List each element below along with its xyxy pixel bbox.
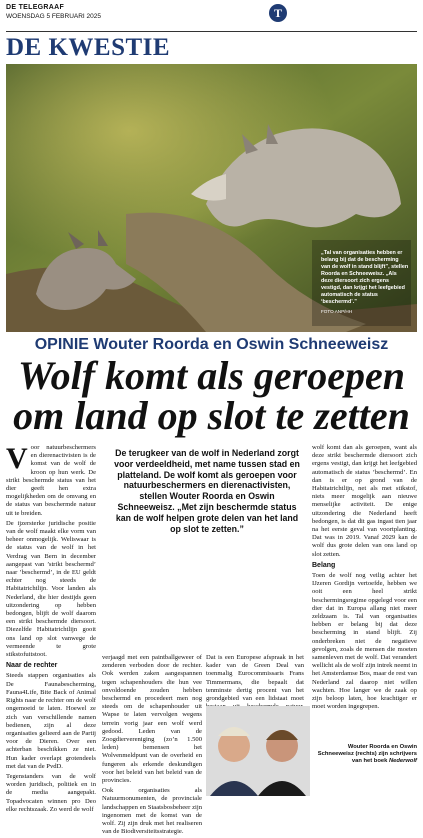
authors-image (206, 706, 310, 796)
opinion-kicker: OPINIE Wouter Roorda en Oswin Schneeweisz (34, 336, 389, 353)
masthead-rule (6, 31, 417, 32)
column-1 (6, 444, 96, 816)
paragraph: Dat is een Europese afspraak in het kader van de Green Deal van toenmalig Eurocommissaris Frans Timmermans, die bepaalt dat tenminste dertig procent van het grondgebied van een lidstaat moet (206, 654, 304, 703)
author-portraits (206, 706, 310, 796)
pull-quote: De terugkeer van de wolf in Nederland zorgt voor verdeeldheid, met name tussen stad en platteland. De wolf komt als geroepen voor natuurbeschermers en dierenactivisten, stellen Wouter Roorda en Oswin Schneeweisz. „Met zijn beschermde status kan de wolf helpen grote delen van het land op slot te zetten.” (114, 448, 300, 534)
paragraph: verjaagd met een paintballgeweer of zenderen verboden door de rechter. Ook werden zaken aangespannen tegen schapenhouders die hun vee onvoldoende zouden hebben beschermd en procedeert men nog steeds om de schapenhouder uit Wapse te laten vervolgen wegens terrein vorig jaar een wolf werd gedood. Leden van de Zoogdiervereniging (zo’n 1.500 leden) bemensen het Wolvenmeldpunt van de overheid en fungeren als erkende deskundigen voor het beleid van het beleid van de provincies. (102, 654, 202, 785)
issue-date: WOENSDAG 5 FEBRUARI 2025 (6, 13, 101, 20)
paragraph: Ook organisaties als Natuurmonumenten, de provinciale landschappen en Staatsbosbeheer zijn ingenomen met de komst van de wolf. Zij zijn druk met het realiseren van de Biodiversiteitsstrategie. (102, 787, 202, 836)
intro-paragraph (6, 444, 96, 518)
paragraph: Steeds stappen organisaties als De Faunabescherming, Fauna4Life, Bite Back of Animal Rights naar de rechter om de wolf ongemoeid te laten. Hoewel ze zich van verschillende namen bedienen, zijn al deze organisaties gelieerd aan de Partij voor de Dieren. Over een achterban beschikken ze niet. Hun kader overlapt grotendeels met dat van de PvdD. (6, 672, 96, 770)
subheading: Naar de rechter (6, 662, 58, 670)
telegraaf-logo-icon: T (269, 4, 287, 22)
drop-cap: V (6, 442, 28, 475)
newspaper-name: DE TELEGRAAF (6, 4, 65, 11)
subheading: Belang (312, 561, 336, 569)
caption-text: „Tal van organisaties hebben er belang bij dat de bescherming van de wolf in stand blijft”, stellen Roorda en Schneeweisz. „Als deze diersoort zich ergens vestigd, dan krijgt het leefgebied automatisch de status ‘beschermd’.” (321, 250, 409, 305)
photo-caption (321, 250, 409, 315)
column-4 (312, 444, 417, 714)
paragraph: De ijzersterke juridische positie van de wolf maakt elke vorm van beheer onmogelijk. Weliswaar is de status van de wolf in het Verdrag van Bern in december aangepast van ’strikt beschermd’ naar ’beschermd’, in de EU geldt echter nog steeds de Habitatrichtlijn. Voor landen als Nederland, die hier destijds geen uitzondering op hebben bedongen, blijft de wolf daarom een strikt beschermde diersoort. Diezelfde Habitatrichtlijn gooit ons land op slot vanwege de vermeende te grote stikstofuitstoot. (6, 519, 96, 659)
photo-credit: FOTO ANP/HH (321, 309, 353, 314)
section-title: DE KWESTIE (6, 34, 171, 61)
intro-text: oor natuurbeschermers en dierenactivisten is de komst van de wolf de kroon op hun werk. De strikt beschermde status van het dier geeft hen extra mogelijkheden om de omvang en de status van beschermde natuur uit te breiden. (6, 444, 96, 517)
authors-line: Wouter Roorda en Oswin Schneeweisz (rechts) zijn schrijvers van het boek (317, 744, 417, 764)
book-title: Nederwolf (388, 758, 417, 764)
headline: Wolf komt als geroepen om land op slot te zetten (13, 353, 410, 438)
article-body (6, 442, 417, 836)
column-2 (102, 654, 202, 838)
author-credit (312, 744, 417, 765)
masthead (6, 4, 417, 32)
paragraph: wolf komt dan als geroepen, want als deze strikt beschermde diersoort zich ergens vestigt, dan krijgt het leefgebied automatisch de status ’beschermd’. En dan is er op grond van de Habitatrichtlijn, net als met stikstof, niets meer mogelijk aan nieuwe menselijke activiteit. De enige uitzondering die Nederland heeft bedongen, is dat dit gas ingast tien jaar na het eerste geval van voortplanting. Dat was in 2019. Vanaf 2029 kan de wolf dus grote delen van ons land op slot zetten. (312, 444, 417, 558)
paragraph: Toen de wolf nog veilig achter het IJzeren Gordijn vertoefde, hebben we ooit een heel strikt beschermingsregime opgelegd voor een dier dat in Europa allang niet meer zeldzaam is. Tal van organisaties hebben er belang bij dat deze bescherming in stand blijft. Zij onderbreken niet de negatieve gevolgen, zoals de mensen die moeten samenleven met de wolf. Dat verandert wellicht als de wolf zijn intrek neemt in het Amsterdamse Bos, maar de rest van Nederland zal daarop niet willen wachten. Hoe langer we de zaak op zijn beloop laten, hoe krachtiger er moet worden ingegrepen. (312, 572, 417, 711)
paragraph: Tegenstanders van de wolf worden juridisch, politiek en in de media aangepakt. Topadvocaten winnen pro Deo elke rechtszaak. Zo werd de wolf (6, 772, 96, 813)
